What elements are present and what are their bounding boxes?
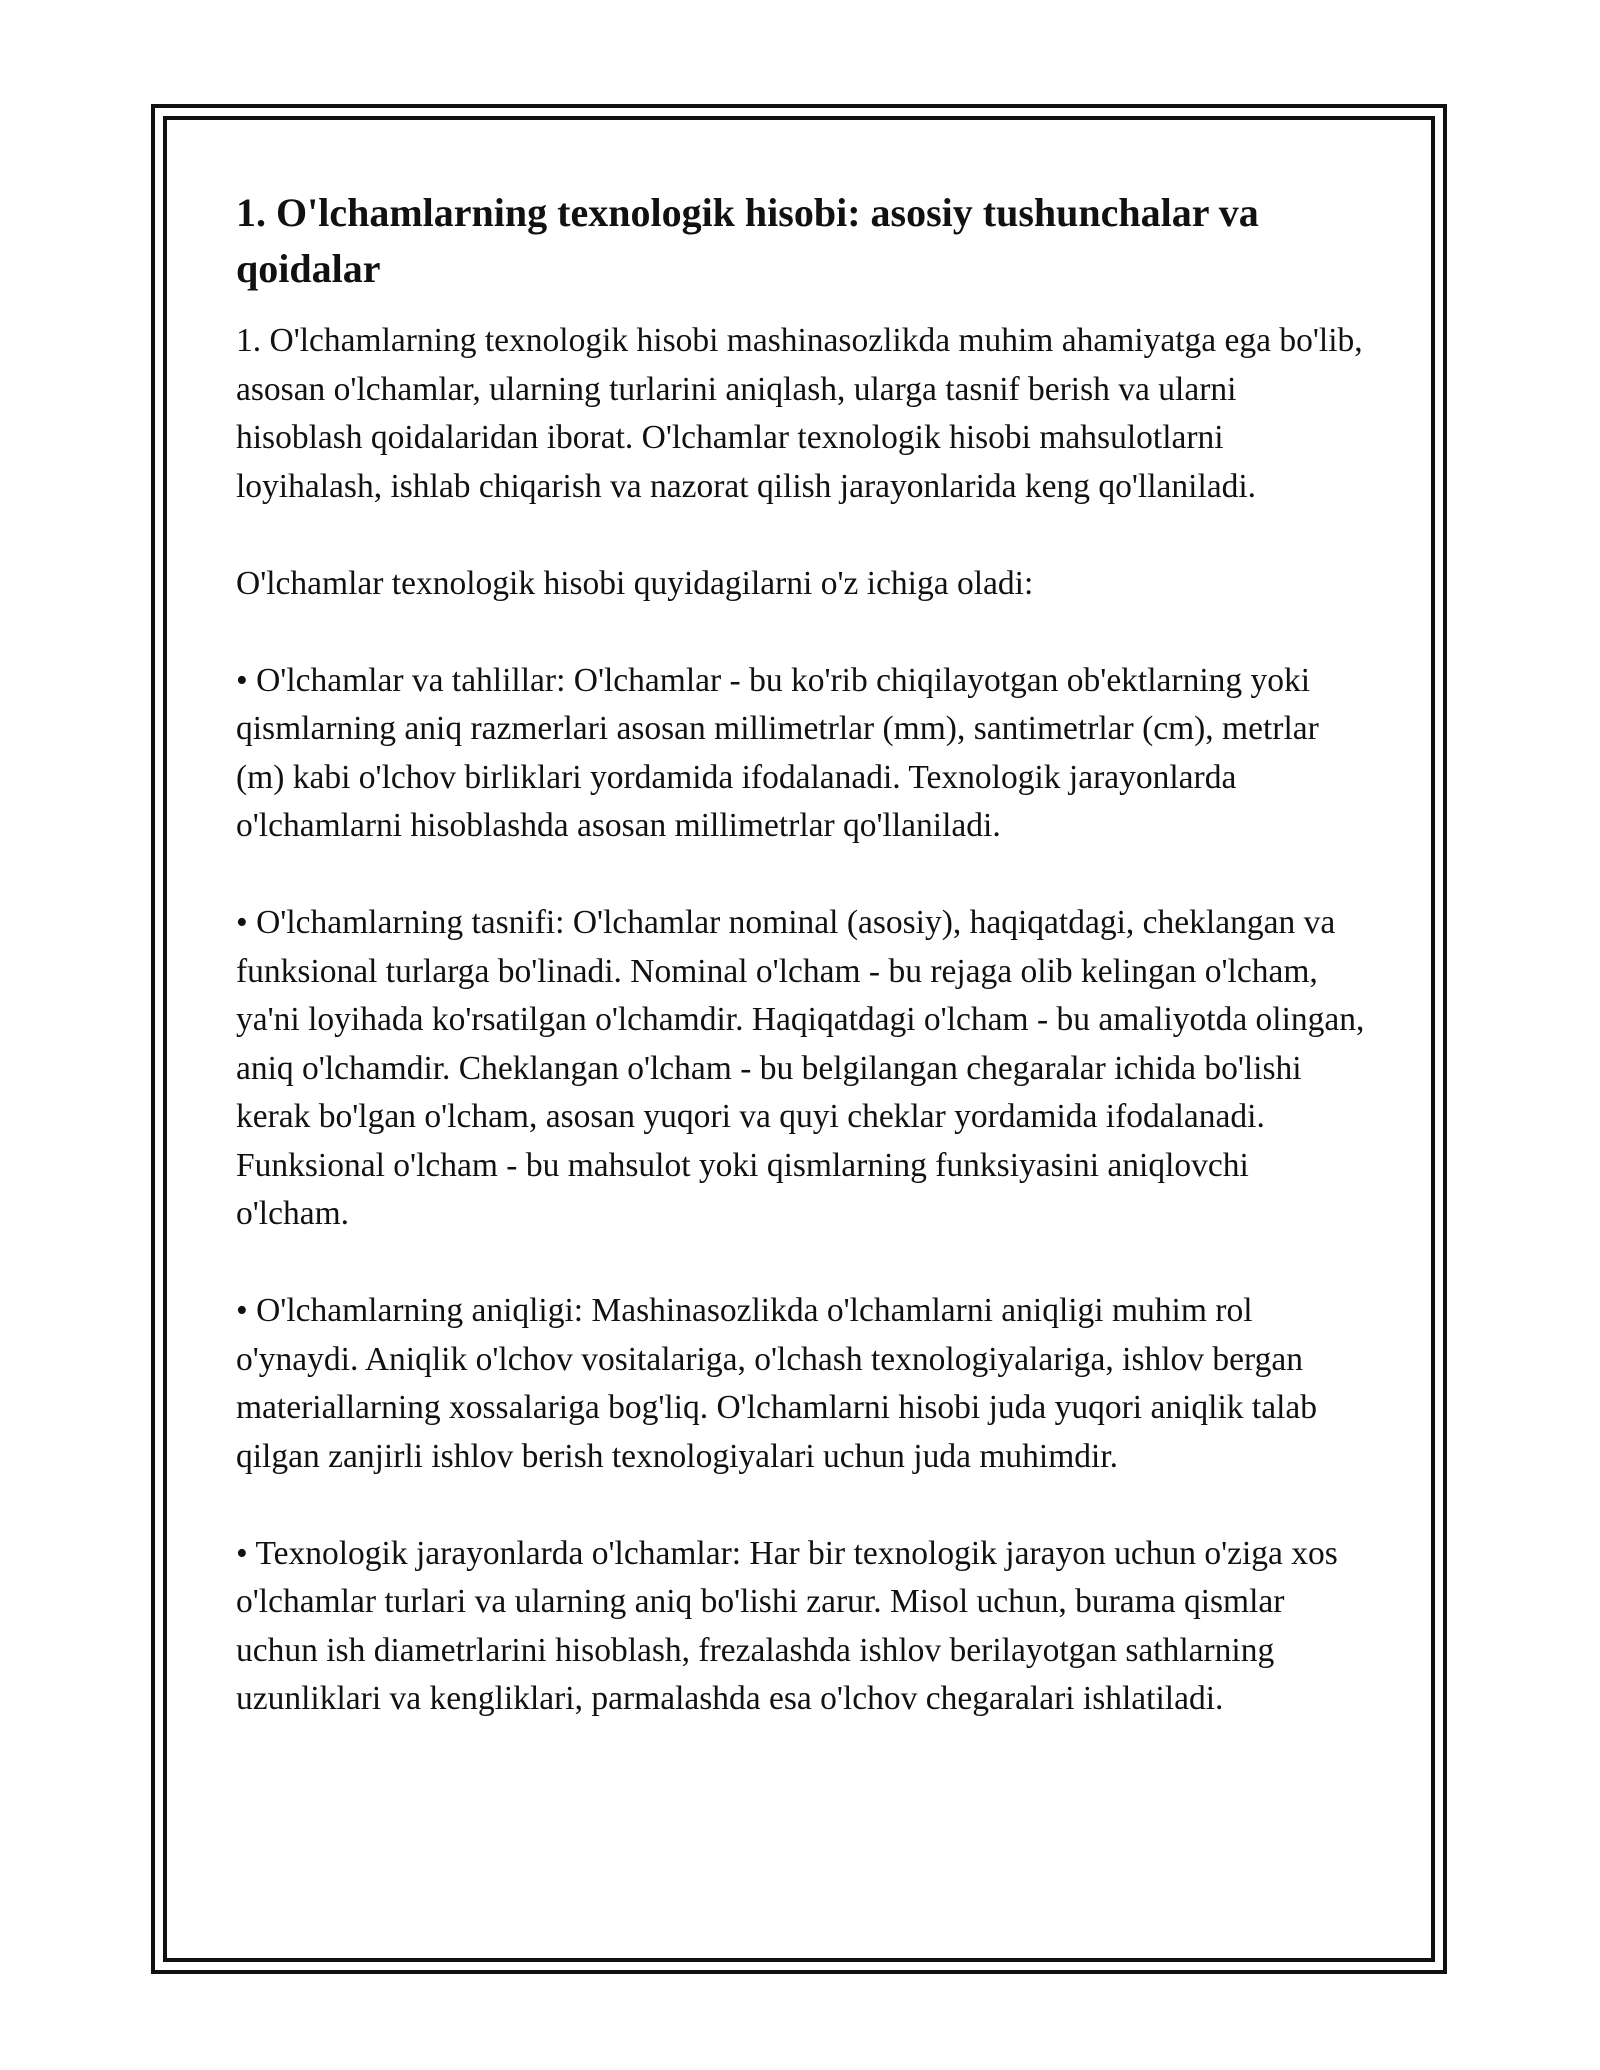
document-body [236,185,1366,1772]
bullet-classification: • O'lchamlarning tasnifi: O'lchamlar nominal (asosiy), haqiqatdagi, cheklangan va funksional turlarga bo'linadi. Nominal o'lcham - bu rejaga olib kelingan o'lcham, ya'ni loyihada ko'rsatilgan o'lchamdir. Haqiqatdagi o'lcham - bu amaliyotda olingan, aniq o'lchamdir. Cheklangan o'lcham - bu belgilangan chegaralar ichida bo'lishi kerak bo'lgan o'lcham, asosan yuqori va quyi cheklar yordamida ifodalanadi. Funksional o'lcham - bu mahsulot yoki qismlarning funksiyasini aniqlovchi o'lcham. [236,904,1365,1232]
bullet-accuracy: • O'lchamlarning aniqligi: Mashinasozlikda o'lchamlarni aniqligi muhim rol o'ynaydi. Aniqlik o'lchov vositalariga, o'lchash texnologiyalariga, ishlov bergan materiallarning xossalariga bog'liq. O'lchamlarni hisobi juda yuqori aniqlik talab qilgan zanjirli ishlov berish texnologiyalari uchun juda muhimdir. [236,1292,1318,1475]
paragraph-intro: 1. O'lchamlarning texnologik hisobi mashinasozlikda muhim ahamiyatga ega bo'lib, asosan o'lchamlar, ularning turlarini aniqlash, ularga tasnif berish va ularni hisoblash qoidalaridan iborat. O'lchamlar texnologik hisobi mahsulotlarni loyihalash, ishlab chiqarish va nazorat qilish jarayonlarida keng qo'llaniladi. [236,322,1363,505]
bullet-process-dimensions: • Texnologik jarayonlarda o'lchamlar: Har bir texnologik jarayon uchun o'ziga xos o'lchamlar turlari va ularning aniq bo'lishi zarur. Misol uchun, burama qismlar uchun ish diametrlarini hisoblash, frezalashda ishlov berilayotgan sathlarning uzunliklari va kengliklari, parmalashda esa o'lchov chegaralari ishlatiladi. [236,1534,1338,1717]
document-title: 1. O'lchamlarning texnologik hisobi: asosiy tushunchalar va qoidalar [236,190,1259,291]
bullet-measurements-analysis: • O'lchamlar va tahlillar: O'lchamlar - bu ko'rib chiqilayotgan ob'ektlarning yoki qismlarning aniq razmerlari asosan millimetrlar (mm), santimetrlar (cm), metrlar (m) kabi o'lchov birliklari yordamida ifodalanadi. Texnologik jarayonlarda o'lchamlarni hisoblashda asosan millimetrlar qo'llaniladi. [236,661,1319,844]
paragraph-lead-in: O'lchamlar texnologik hisobi quyidagilarni o'z ichiga oladi: [236,564,1034,602]
